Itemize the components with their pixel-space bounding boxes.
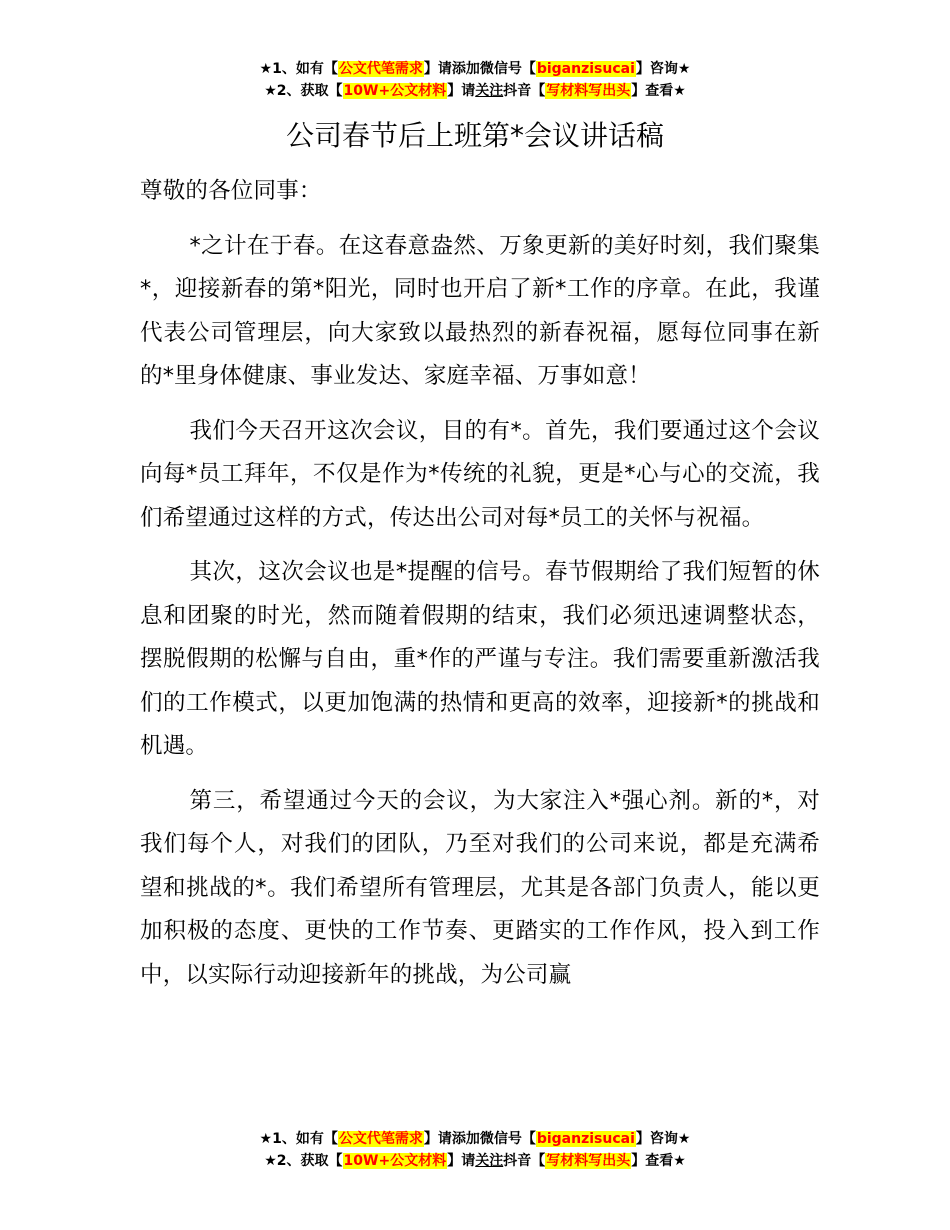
promo-line-2-mid: 】请	[447, 83, 476, 99]
promo-line-1-suffix: 】咨询★	[635, 61, 691, 77]
top-promo-banner	[0, 58, 950, 102]
promo-line-1-prefix: 1、如有【	[272, 61, 338, 77]
promo-line-1	[0, 58, 950, 80]
promo-line-2-prefix: 2、获取【	[276, 1153, 343, 1169]
promo-line-1-mid: 】请	[423, 61, 452, 77]
star-icon: ★	[264, 1153, 277, 1169]
greeting: 尊敬的各位同事：	[140, 178, 322, 204]
promo-line-1-mid: 】请	[423, 1131, 452, 1147]
promo-line-2-mid2: 抖音【	[503, 1153, 546, 1169]
promo-highlight-materials: 10W+公文材料	[343, 1153, 447, 1169]
promo-line-1-prefix: 1、如有【	[272, 1131, 338, 1147]
promo-line-2-mid2: 抖音【	[503, 83, 546, 99]
star-icon: ★	[259, 1131, 273, 1147]
promo-line-2	[0, 1150, 950, 1172]
promo-line-2-emphasis: 关注	[475, 1153, 504, 1169]
paragraph-2: 我们今天召开这次会议，目的有*。首先，我们要通过这个会议向每*员工拜年，不仅是作为*传统的礼貌，更是*心与心的交流，我们希望通过这样的方式，传达出公司对每*员工的关怀与祝福。	[140, 417, 820, 531]
promo-line-2-suffix: 】查看★	[631, 1153, 686, 1169]
promo-line-1-mid2: 微信号【	[479, 1131, 536, 1147]
promo-line-2-emphasis: 关注	[475, 83, 504, 99]
bottom-promo-banner	[0, 1128, 950, 1172]
promo-highlight-wechat-id: biganzisucai	[536, 1131, 635, 1147]
paragraph-1: *之计在于春。在这春意盎然、万象更新的美好时刻，我们聚集*，迎接新春的第*阳光，同时也开启了新*工作的序章。在此，我谨代表公司管理层，向大家致以最热烈的新春祝福，愿每位同事在新的*里身体健康、事业发达、家庭幸福、万事如意！	[140, 232, 820, 389]
promo-highlight-douyin: 写材料写出头	[546, 1153, 631, 1169]
star-icon: ★	[264, 83, 277, 99]
promo-line-1	[0, 1128, 950, 1150]
promo-line-2-suffix: 】查看★	[631, 83, 686, 99]
document-title: 公司春节后上班第*会议讲话稿	[285, 119, 664, 152]
promo-highlight-douyin: 写材料写出头	[546, 83, 631, 99]
promo-line-2	[0, 80, 950, 102]
star-icon: ★	[259, 61, 273, 77]
promo-line-1-suffix: 】咨询★	[635, 1131, 691, 1147]
document-body	[140, 170, 820, 1008]
promo-highlight-wechat-id: biganzisucai	[536, 61, 635, 77]
paragraph-4: 第三，希望通过今天的会议，为大家注入*强心剂。新的*，对我们每个人，对我们的团队，乃至对我们的公司来说，都是充满希望和挑战的*。我们希望所有管理层，尤其是各部门负责人，能以更加积极的态度、更快的工作节奏、更踏实的工作作风，投入到工作中，以实际行动迎接新年的挑战，为公司赢	[140, 787, 820, 988]
promo-line-2-prefix: 2、获取【	[276, 83, 343, 99]
promo-line-1-emphasis: 添加	[451, 1131, 480, 1147]
promo-line-2-mid: 】请	[447, 1153, 476, 1169]
promo-highlight-service: 公文代笔需求	[338, 61, 423, 77]
promo-line-1-emphasis: 添加	[451, 61, 480, 77]
promo-line-1-mid2: 微信号【	[479, 61, 536, 77]
promo-highlight-service: 公文代笔需求	[338, 1131, 423, 1147]
paragraph-3: 其次，这次会议也是*提醒的信号。春节假期给了我们短暂的休息和团聚的时光，然而随着假期的结束，我们必须迅速调整状态，摆脱假期的松懈与自由，重*作的严谨与专注。我们需要重新激活我们的工作模式，以更加饱满的热情和更高的效率，迎接新*的挑战和机遇。	[140, 559, 820, 759]
promo-highlight-materials: 10W+公文材料	[343, 83, 447, 99]
